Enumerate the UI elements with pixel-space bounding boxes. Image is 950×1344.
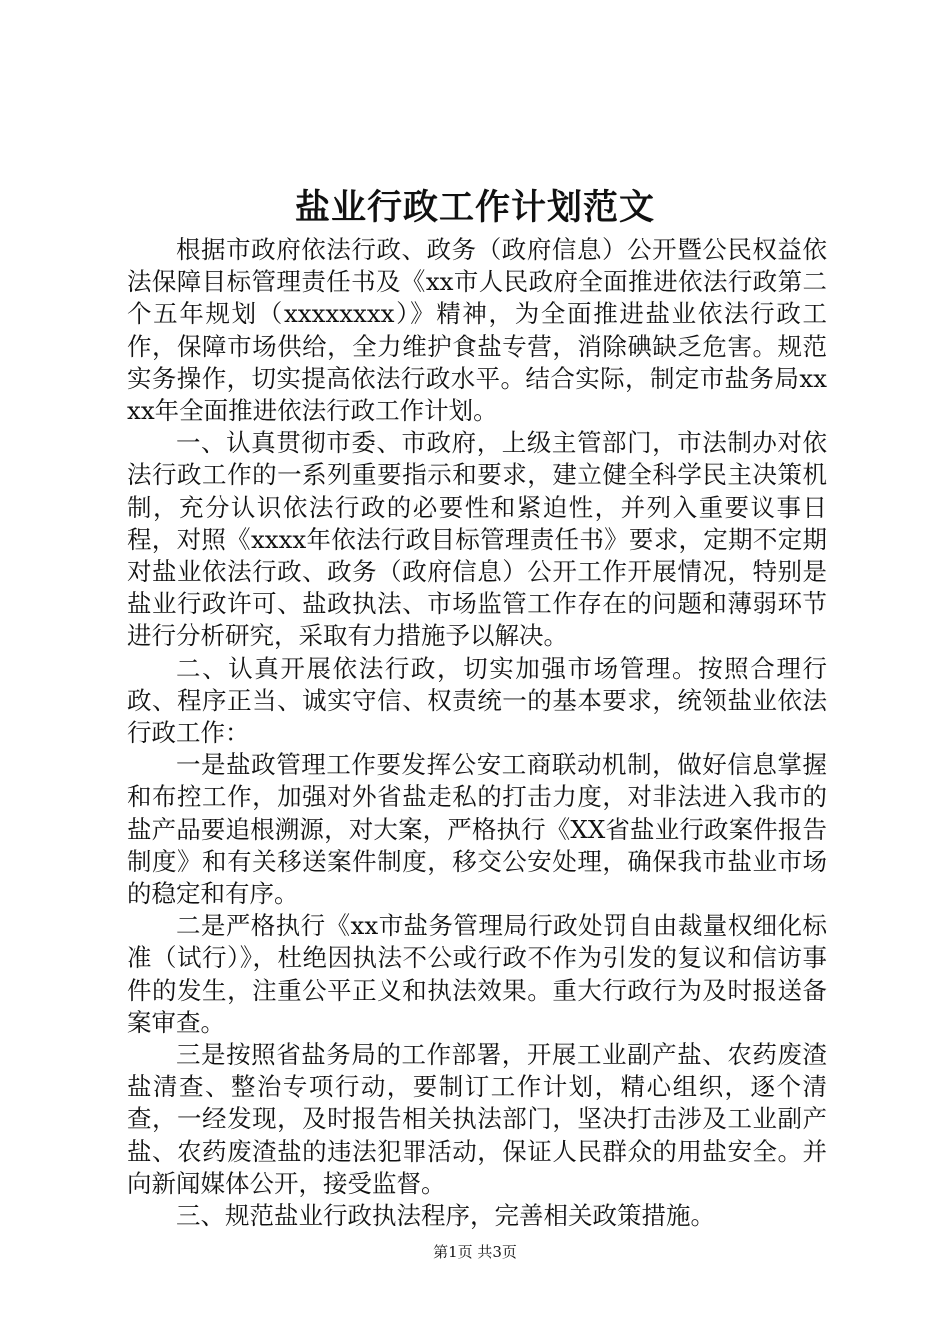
page-number-footer: 第1页 共3页: [433, 1243, 517, 1261]
document-body: [127, 234, 827, 1232]
page-title: 盐业行政工作计划范文: [294, 187, 655, 228]
paragraph-section-3: 三、规范盐业行政执法程序，完善相关政策措施。: [176, 1201, 715, 1231]
paragraph-item-2: 二是严格执行《xx市盐务管理局行政处罚自由裁量权细化标准（试行）》，杜绝因执法不公或行政不作为引发的复议和信访事件的发生，注重公平正义和执法效果。重大行政行为及时报送备案审查。: [127, 911, 827, 1037]
paragraph-intro: 根据市政府依法行政、政务（政府信息）公开暨公民权益依法保障目标管理责任书及《xx市人民政府全面推进依法行政第二个五年规划（xxxxxxxx）》精神，为全面推进盐业依法行政工作，保障市场供给，全力维护食盐专营，消除碘缺乏危害。规范实务操作，切实提高依法行政水平。结合实际，制定市盐务局xxxx年全面推进依法行政工作计划。: [127, 235, 827, 426]
paragraph-section-2: 二、认真开展依法行政，切实加强市场管理。按照合理行政、程序正当、诚实守信、权责统一的基本要求，统领盐业依法行政工作：: [127, 653, 827, 748]
paragraph-section-1: 一、认真贯彻市委、市政府，上级主管部门，市法制办对依法行政工作的一系列重要指示和要求，建立健全科学民主决策机制，充分认识依法行政的必要性和紧迫性，并列入重要议事日程，对照《xxxx年依法行政目标管理责任书》要求，定期不定期对盐业依法行政、政务（政府信息）公开工作开展情况，特别是盐业行政许可、盐政执法、市场监管工作存在的问题和薄弱环节进行分析研究，采取有力措施予以解决。: [127, 428, 827, 651]
paragraph-item-1: 一是盐政管理工作要发挥公安工商联动机制，做好信息掌握和布控工作，加强对外省盐走私的打击力度，对非法进入我市的盐产品要追根溯源，对大案，严格执行《XX省盐业行政案件报告制度》和有关移送案件制度，移交公安处理，确保我市盐业市场的稳定和有序。: [127, 750, 827, 909]
paragraph-item-3: 三是按照省盐务局的工作部署，开展工业副产盐、农药废渣盐清查、整治专项行动，要制订工作计划，精心组织，逐个清查，一经发现，及时报告相关执法部门，坚决打击涉及工业副产盐、农药废渣盐的违法犯罪活动，保证人民群众的用盐安全。并向新闻媒体公开，接受监督。: [127, 1040, 827, 1198]
